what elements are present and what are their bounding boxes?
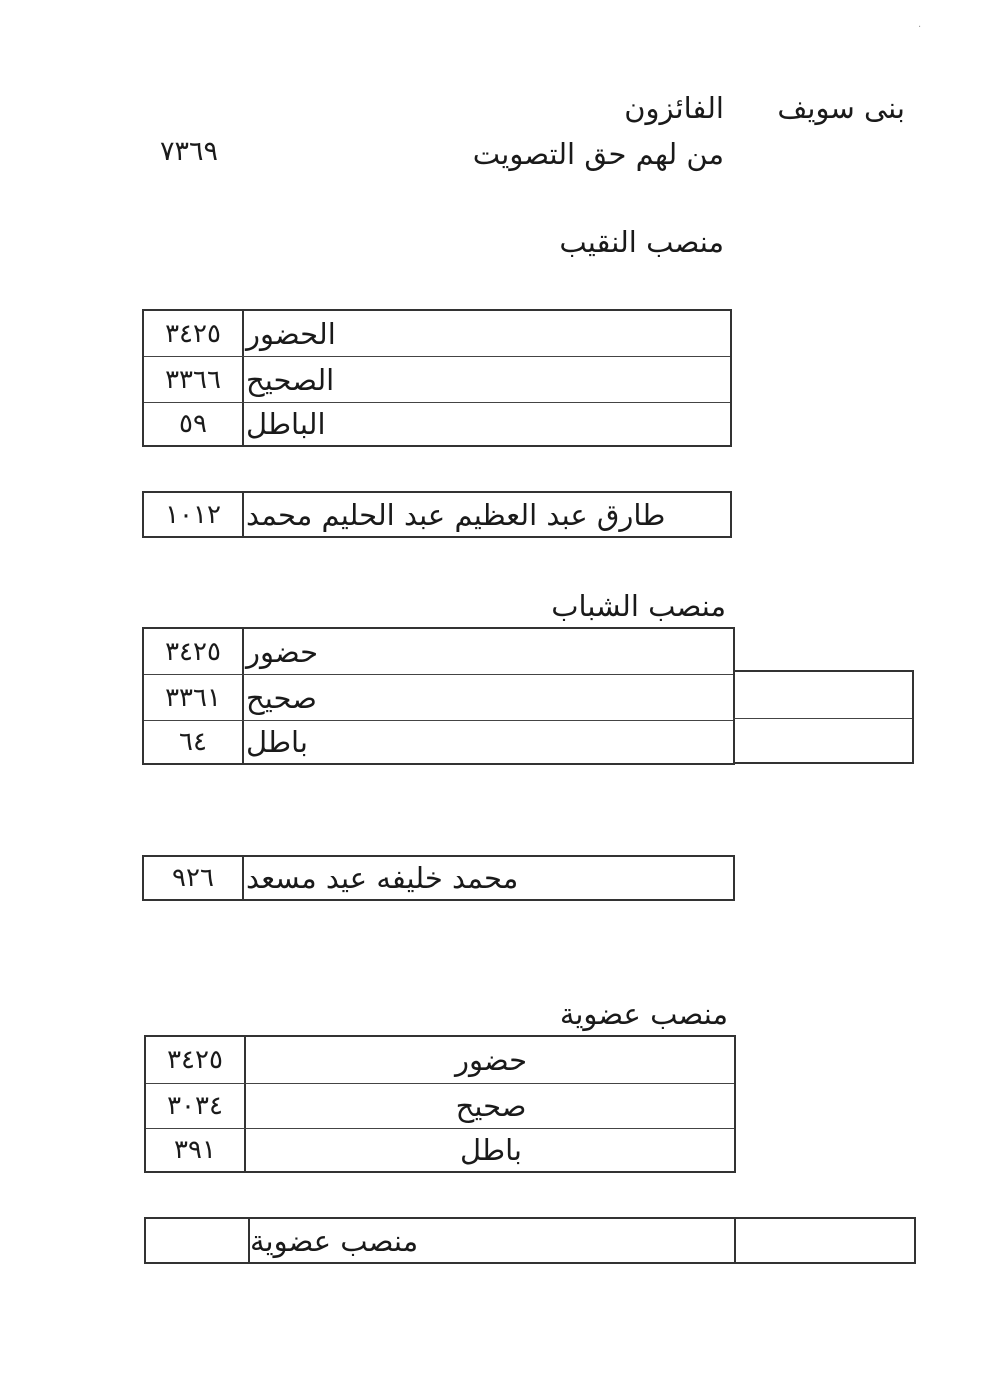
youth-section-title: منصب الشباب bbox=[551, 589, 726, 623]
table-row bbox=[146, 1083, 734, 1128]
stat-value: ٣٤٢٥ bbox=[146, 1037, 246, 1083]
stat-value: ٣٤٢٥ bbox=[144, 629, 244, 674]
stat-value: ٣٣٦٦ bbox=[144, 357, 244, 402]
table-row bbox=[144, 402, 730, 445]
scan-speck: · bbox=[918, 22, 922, 33]
stat-label: الباطل bbox=[246, 407, 326, 441]
stat-label: صحيح bbox=[246, 680, 317, 715]
empty-cell bbox=[146, 1219, 250, 1262]
winner-name: محمد خليفه عيد مسعد bbox=[246, 861, 519, 895]
stat-label: الصحيح bbox=[246, 362, 335, 397]
table-row bbox=[144, 720, 733, 763]
table-row bbox=[144, 356, 730, 402]
empty-extra-cells bbox=[733, 670, 914, 764]
table-row bbox=[144, 311, 730, 356]
stat-label: حضور bbox=[246, 634, 319, 669]
table-row bbox=[146, 1037, 734, 1083]
naqib-section-title: منصب النقيب bbox=[559, 225, 724, 259]
membership-footer-table bbox=[144, 1217, 916, 1264]
naqib-stats-table bbox=[142, 309, 732, 447]
stat-value: ٥٩ bbox=[144, 403, 244, 445]
stat-value: ٣٩١ bbox=[146, 1129, 246, 1171]
empty-cell bbox=[734, 1219, 914, 1262]
membership-section-title: منصب عضوية bbox=[559, 997, 728, 1031]
table-row bbox=[144, 629, 733, 674]
stat-label: حضور bbox=[454, 1043, 528, 1077]
table-row bbox=[144, 857, 733, 899]
stat-value: ٦٤ bbox=[144, 721, 244, 763]
eligible-voters-count: ٧٣٦٩ bbox=[160, 136, 219, 167]
stat-label: الحضور bbox=[246, 316, 336, 351]
stat-label: باطل bbox=[460, 1133, 522, 1167]
stat-label: باطل bbox=[246, 725, 308, 759]
youth-winner-table bbox=[142, 855, 735, 901]
naqib-winner-table bbox=[142, 491, 732, 538]
stat-value: ٣٠٣٤ bbox=[146, 1084, 246, 1128]
stat-label: صحيح bbox=[455, 1089, 527, 1123]
winners-heading: الفائزون bbox=[624, 91, 724, 125]
footer-label: منصب عضوية bbox=[250, 1223, 419, 1258]
row-divider bbox=[733, 718, 912, 719]
table-row bbox=[146, 1128, 734, 1171]
table-row bbox=[144, 674, 733, 720]
winner-name: طارق عبد العظيم عبد الحليم محمد bbox=[246, 497, 666, 532]
youth-stats-table bbox=[142, 627, 735, 765]
winner-votes: ١٠١٢ bbox=[144, 493, 244, 536]
table-row bbox=[144, 493, 730, 536]
membership-stats-table bbox=[144, 1035, 736, 1173]
governorate-name: بنى سويف bbox=[777, 91, 905, 125]
winner-votes: ٩٢٦ bbox=[144, 857, 244, 899]
stat-value: ٣٣٦١ bbox=[144, 675, 244, 720]
stat-value: ٣٤٢٥ bbox=[144, 311, 244, 356]
eligible-voters-label: من لهم حق التصويت bbox=[472, 137, 724, 171]
table-row bbox=[146, 1219, 914, 1262]
